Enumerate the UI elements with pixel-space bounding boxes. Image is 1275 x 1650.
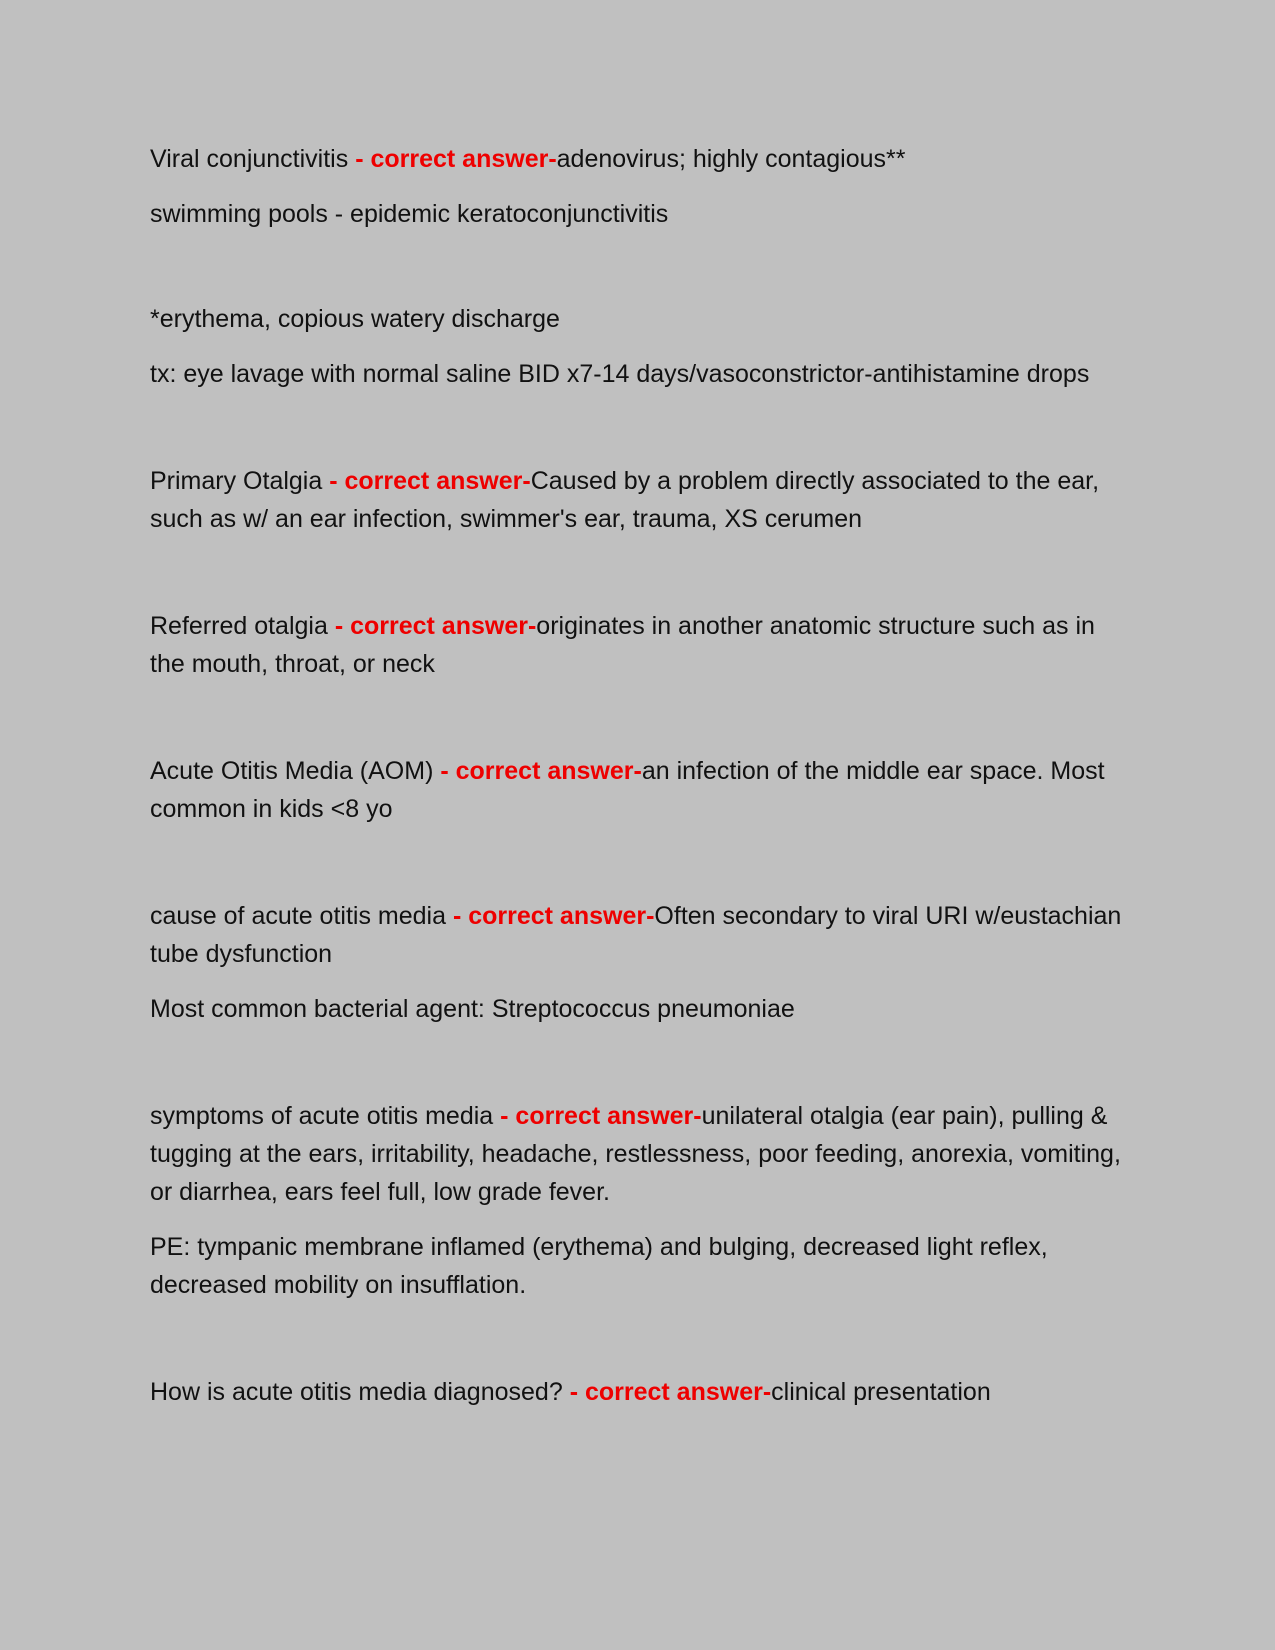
term: Viral conjunctivitis	[150, 145, 356, 173]
term: cause of acute otitis media	[150, 902, 453, 930]
spacer	[150, 1045, 1130, 1097]
correct-answer-separator: - correct answer-	[440, 757, 642, 785]
spacer	[150, 410, 1130, 462]
correct-answer-separator: - correct answer-	[329, 467, 531, 495]
term: How is acute otitis media diagnosed?	[150, 1378, 570, 1406]
note-line: Most common bacterial agent: Streptococcus pneumoniae	[150, 995, 795, 1023]
answer: clinical presentation	[771, 1378, 991, 1406]
answer: Caused by a problem directly associated to the ear, such as w/ an ear infection, swimmer's ear, trauma, XS cerumen	[150, 467, 1100, 533]
note-line: swimming pools - epidemic keratoconjunctivitis	[150, 200, 669, 228]
answer: an infection of the middle ear space. Most common in kids <8 yo	[150, 757, 1105, 823]
spacer	[150, 250, 1130, 300]
answer: unilateral otalgia (ear pain), pulling & tugging at the ears, irritability, headache, restlessness, poor feeding, anorexia, vomiting, or diarrhea, ears feel full, low grade fever.	[150, 1102, 1121, 1206]
correct-answer-separator: - correct answer-	[355, 145, 557, 173]
flashcard-referred-otalgia	[150, 607, 1130, 683]
note-line: PE: tympanic membrane inflamed (erythema) and bulging, decreased light reflex, decreased mobility on insufflation.	[150, 1233, 1048, 1299]
correct-answer-separator: - correct answer-	[500, 1102, 702, 1130]
spacer	[150, 555, 1130, 607]
correct-answer-separator: - correct answer-	[334, 612, 537, 640]
term: Referred otalgia	[150, 612, 335, 640]
note-line: tx: eye lavage with normal saline BID x7-14 days/vasoconstrictor-antihistamine drops	[150, 360, 1090, 388]
conjunctivitis-notes	[150, 300, 1130, 393]
flashcard-viral-conjunctivitis	[150, 140, 1130, 233]
term: Primary Otalgia	[150, 467, 330, 495]
flashcard-symptoms-aom	[150, 1097, 1130, 1304]
answer: Often secondary to viral URI w/eustachian tube dysfunction	[150, 902, 1122, 968]
answer: originates in another anatomic structure such as in the mouth, throat, or neck	[150, 612, 1095, 678]
flashcard-aom-diagnosis	[150, 1373, 1130, 1411]
flashcard-line	[150, 1373, 1130, 1411]
flashcard-line	[150, 462, 1130, 538]
flashcard-line	[150, 140, 1130, 178]
flashcard-line	[150, 897, 1130, 973]
correct-answer-separator: - correct answer-	[569, 1378, 772, 1406]
spacer	[150, 845, 1130, 897]
correct-answer-separator: - correct answer-	[452, 902, 655, 930]
answer: adenovirus; highly contagious**	[556, 145, 906, 173]
term: symptoms of acute otitis media	[150, 1102, 501, 1130]
term: Acute Otitis Media (AOM)	[150, 757, 441, 785]
spacer	[150, 1321, 1130, 1373]
flashcard-line	[150, 752, 1130, 828]
flashcard-aom	[150, 752, 1130, 828]
note-line: *erythema, copious watery discharge	[150, 305, 560, 333]
flashcard-primary-otalgia	[150, 462, 1130, 538]
flashcard-line	[150, 1097, 1130, 1211]
flashcard-cause-aom	[150, 897, 1130, 1028]
document-page	[150, 140, 1130, 1428]
spacer	[150, 700, 1130, 752]
flashcard-line	[150, 607, 1130, 683]
